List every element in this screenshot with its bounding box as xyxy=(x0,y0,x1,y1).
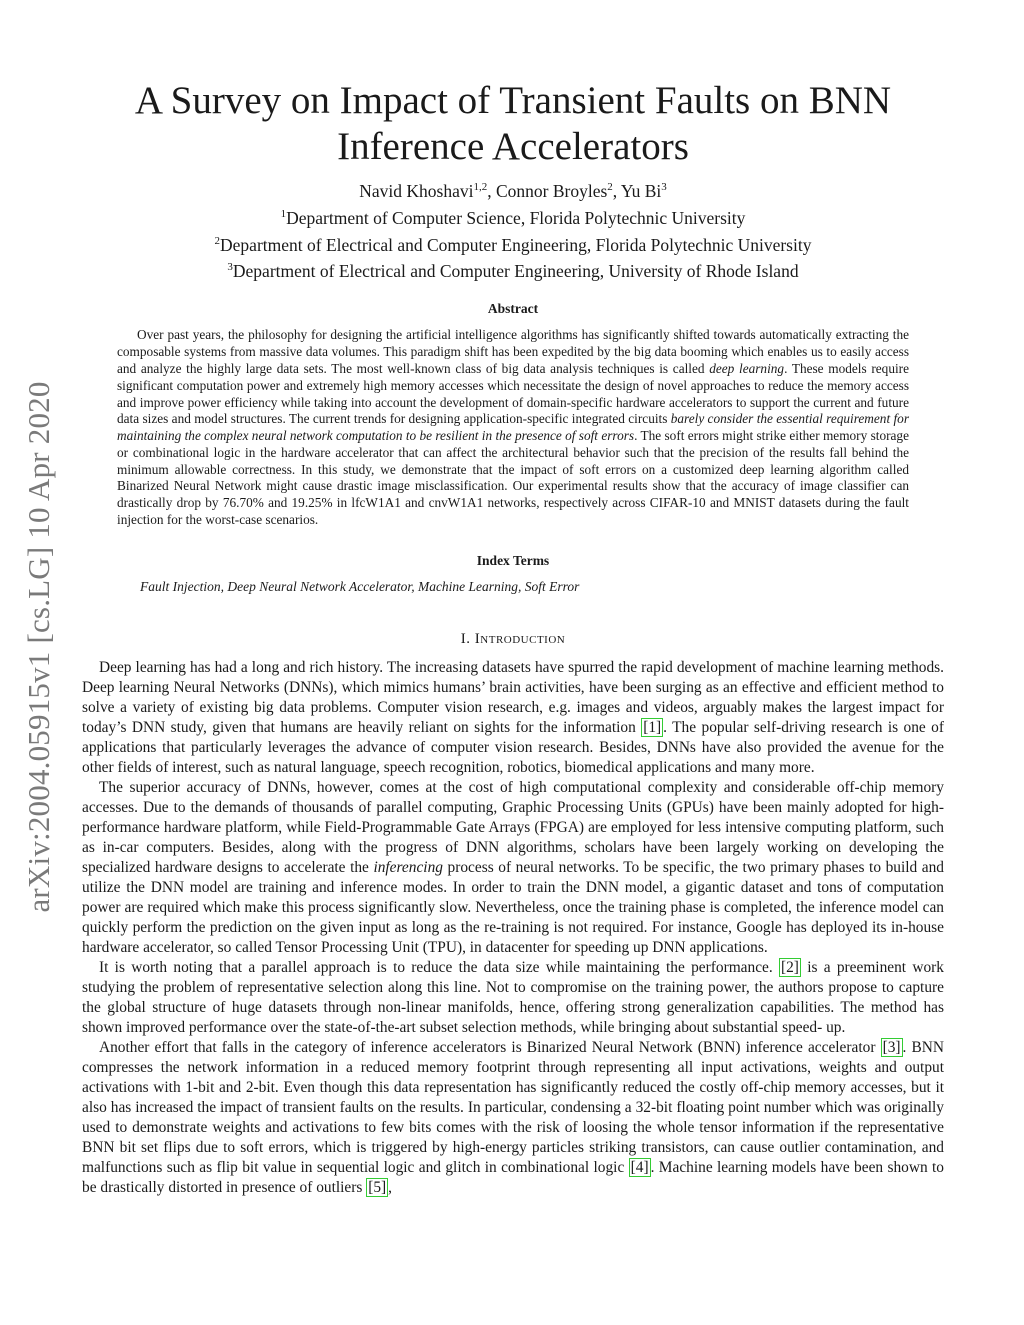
body-paragraph: Deep learning has had a long and rich history. The increasing datasets have spurred the rapid development of machine learning methods. Deep learning Neural Networks (DNNs), which mimics humans’ brain activities, have been surging as an effective and efficient method to solve a variety of existing big data problems. Computer vision research, e.g. images and videos, arguably makes the largest impact for today’s DNN study, given that humans are heavily reliant on sights for the information [1] . The popular self-driving research is one of applications that particularly leverages the advance of computer vision research. Besides, DNNs have also provided the avenue for the other fields of interest, such as natural language, speech recognition, robotics, biomedical applications and many more. xyxy=(82,658,944,776)
citation-link[interactable]: [3] xyxy=(882,1038,901,1056)
affiliation: $^3$Department of Electrical and Computer Engineering, University of Rhode Island xyxy=(227,261,799,282)
section-heading-introduction: I. Introduction xyxy=(460,630,566,647)
citation-link[interactable]: [4] xyxy=(630,1158,649,1176)
abstract-text: Over past years, the philosophy for designing the artificial intelligence algorithms has significantly shifted towards automatically extracting the composable systems from massive data volumes. This paradigm shift has been expedited by the big data booming which enables us to easily access and analyze the highly large data sets. The most well-known class of big data analysis techniques is called deep learning. These models require significant computation power and extremely high memory accesses which necessitate the design of novel approaches to reduce the memory access and improve power efficiency while taking into account the development of domain-specific hardware accelerators to support the current and future data sizes and model structures. The current trends for designing application-specific integrated circuits barely consider the essential requirement for maintaining the complex neural network computation to be resilient in the presence of soft errors. The soft errors might strike either memory storage or combinational logic in the hardware accelerator that can affect the architectural behavior such that the precision of the results fall behind the minimum allowable correctness. In this study, we demonstrate that the impact of soft errors on a customized deep learning algorithm called Binarized Neural Network might cause drastic image misclassification. Our experimental results show that the accuracy of image classifier can drastically drop by 76.70% and 19.25% in lfcW1A1 and cnvW1A1 networks, respectively across CIFAR-10 and MNIST datasets during the fault injection for the worst-case scenarios. xyxy=(117,327,909,528)
index-terms-text: Fault Injection, Deep Neural Network Accelerator, Machine Learning, Soft Error xyxy=(140,578,580,594)
citation-link[interactable]: [5] xyxy=(368,1178,387,1196)
affiliation: $^1$Department of Computer Science, Florida Polytechnic University xyxy=(280,207,746,228)
abstract-heading: Abstract xyxy=(487,301,539,317)
body-paragraph: It is worth noting that a parallel approach is to reduce the data size while maintaining the performance. [2] is a preeminent work studying the problem of representative selection along this line. Not to compromise on the training power, the authors propose to capture the global structure of huge datasets through non-linear manifolds, hence, offering strong generalization capabilities. The method has shown improved performance over the state-of-the-art subset selection methods, while bringing about substantial speed- up. xyxy=(82,958,944,1036)
body-paragraph: The superior accuracy of DNNs, however, comes at the cost of high computational complexity and considerable off-chip memory accesses. Due to the demands of thousands of parallel computing, Graphic Processing Units (GPUs) have been mainly adopted for high-performance hardware platform, while Field-Programmable Gate Arrays (FPGA) are employed for less intensive computing platform, such as in-car computers. Besides, along with the progress of DNN algorithms, scholars have been largely working on developing the specialized hardware designs to accelerate the inferencing process of neural networks. To be specific, the two primary phases to build and utilize the DNN model are training and inference modes. In order to train the DNN model, a gigantic dataset and tons of computation power are required which make this process significantly slow. Nevertheless, once the training phase is completed, the inference model can quickly perform the prediction on the given input as long as the re-training is not required. For instance, Google has deployed its in-house hardware accelerator, so called Tensor Processing Unit (TPU), in datacenter for speeding up DNN applications. xyxy=(82,778,944,956)
body-paragraph: Another effort that falls in the category of inference accelerators is Binarized Neural Network (BNN) inference accelerator [3] . BNN compresses the network information in a reduced memory footprint through representing all input activations, weights and output activations with 1-bit and 2-bit. Even though this data representation has significantly reduced the costly off-chip memory accesses, but it also has increased the impact of transient faults on the results. In particular, condensing a 32-bit floating point number which was originally used to demonstrate weights and activations to few bits comes with the risk of loosing the whole tensor information if the representative BNN bit set flips due to soft errors, which is triggered by high-energy particles striking transistors, can cause outlier contamination, and malfunctions such as flip bit value in sequential logic and glitch in combinational logic [4] . Machine learning models have been shown to be drastically distorted in presence of outliers [5] , xyxy=(82,1038,944,1196)
author-sup: 2 xyxy=(607,181,613,193)
index-terms-heading: Index Terms xyxy=(476,552,550,568)
title-line-1: A Survey on Impact of Transient Faults on BNN xyxy=(134,79,892,122)
author-name: Navid Khoshavi xyxy=(359,180,474,201)
author-sup: 1,2 xyxy=(473,181,488,193)
citation-link[interactable]: [2] xyxy=(780,958,799,976)
paper-title xyxy=(82,78,944,170)
arxiv-identifier: arXiv:2004.05915v1 [cs.LG] 10 Apr 2020 xyxy=(21,381,56,913)
paper-page xyxy=(82,78,944,1198)
arxiv-sidebar xyxy=(14,347,64,947)
author-sup: 3 xyxy=(661,181,667,193)
author-name: Yu Bi xyxy=(620,180,662,201)
citation-link[interactable]: [1] xyxy=(643,718,662,736)
affiliation: $^2$Department of Electrical and Computer Engineering, Florida Polytechnic University xyxy=(214,234,812,255)
author-name: Connor Broyles xyxy=(495,180,608,201)
author-list: Navid Khoshavi$^{1,2}$, Connor Broyles$^2$, Yu Bi$^3$ xyxy=(359,180,667,201)
title-line-2: Inference Accelerators xyxy=(337,125,689,168)
